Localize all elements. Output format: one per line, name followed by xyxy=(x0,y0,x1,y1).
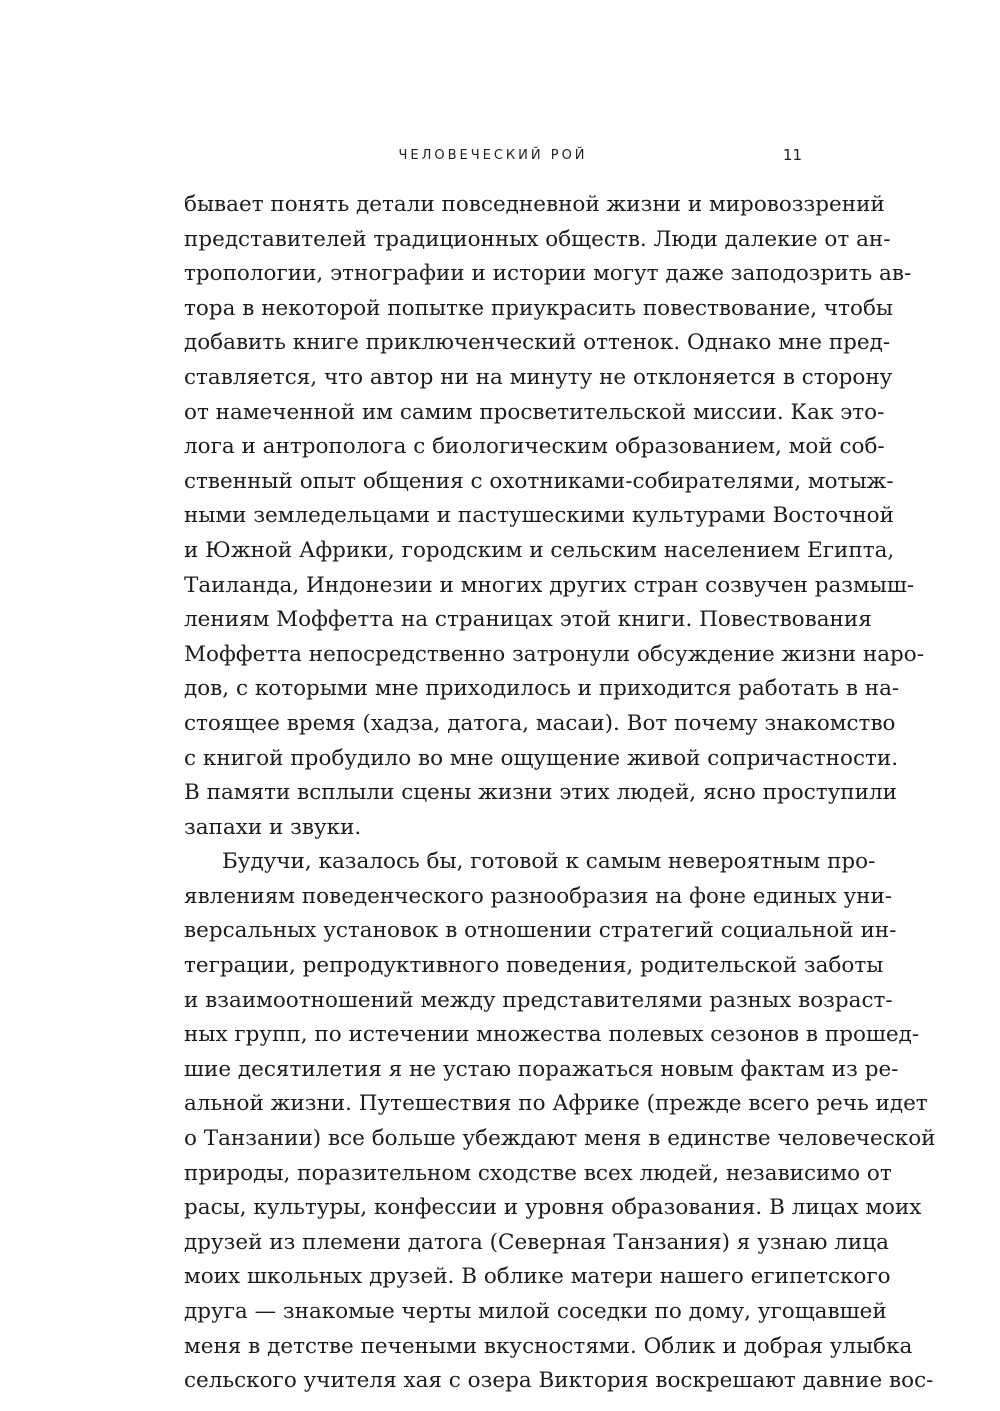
text-line: Моффетта непосредственно затронули обсуждение жизни наро- xyxy=(184,641,925,667)
text-line: природы, поразительном сходстве всех людей, независимо от xyxy=(184,1160,892,1186)
text-line: дов, с которыми мне приходилось и приходится работать в на- xyxy=(184,676,900,702)
paragraphs xyxy=(184,188,936,1399)
running-header xyxy=(184,144,802,168)
body-text xyxy=(184,188,936,1399)
text-line: лога и антрополога с биологическим образованием, мой соб- xyxy=(184,434,885,460)
text-line: друга — знакомые черты милой соседки по дому, угощавшей xyxy=(184,1299,887,1324)
text-line: о Танзании) все больше убеждают меня в единстве человеческой xyxy=(184,1126,936,1152)
text-line: В памяти всплыли сцены жизни этих людей, ясно проступили xyxy=(184,780,897,806)
text-line: ставляется, что автор ни на минуту не отклоняется в сторону xyxy=(184,364,893,390)
running-title: ЧЕЛОВЕЧЕСКИЙ РОЙ xyxy=(398,148,588,163)
text-line: сельского учителя хая с озера Виктория воскрешают давние вос- xyxy=(184,1368,934,1394)
paragraph xyxy=(184,188,925,845)
text-line: версальных установок в отношении стратегий социальной ин- xyxy=(184,918,897,944)
text-line: ными земледельцами и пастушескими культурами Восточной xyxy=(184,503,894,529)
text-line: Будучи, казалось бы, готовой к самым невероятным про- xyxy=(222,849,876,875)
text-line: тропологии, этнографии и истории могут даже заподозрить ав- xyxy=(184,261,912,287)
text-line: ных групп, по истечении множества полевых сезонов в прошед- xyxy=(184,1022,920,1048)
text-line: стоящее время (хадза, датога, масаи). Вот почему знакомство xyxy=(184,710,896,736)
text-line: с книгой пробудило во мне ощущение живой сопричастности. xyxy=(184,745,899,771)
text-line: добавить книге приключенческий оттенок. Однако мне пред- xyxy=(184,330,891,356)
paragraph xyxy=(184,845,936,1399)
text-line: друзей из племени датога (Северная Танзания) я узнаю лица xyxy=(184,1229,889,1255)
page-number: 11 xyxy=(782,146,802,164)
text-line: альной жизни. Путешествия по Африке (прежде всего речь идет xyxy=(184,1091,928,1117)
text-line: и Южной Африки, городским и сельским населением Египта, xyxy=(184,537,895,563)
text-line: ственный опыт общения с охотниками-собирателями, мотыж- xyxy=(184,468,894,494)
text-line: меня в детстве печеными вкусностями. Облик и добрая улыбка xyxy=(184,1333,913,1359)
text-line: лениям Моффетта на страницах этой книги. Повествования xyxy=(184,607,872,633)
text-line: и взаимоотношений между представителями разных возраст- xyxy=(184,987,893,1013)
text-line: расы, культуры, конфессии и уровня образования. В лицах моих xyxy=(184,1195,922,1221)
text-line: тора в некоторой попытке приукрасить повествование, чтобы xyxy=(184,295,894,321)
text-line: Таиланда, Индонезии и многих других стран созвучен размыш- xyxy=(184,572,915,598)
text-line: запахи и звуки. xyxy=(184,814,362,840)
text-line: от намеченной им самим просветительской миссии. Как это- xyxy=(184,399,885,425)
text-line: теграции, репродуктивного поведения, родительской заботы xyxy=(184,953,884,979)
text-line: бывает понять детали повседневной жизни и мировоззрений xyxy=(184,192,885,217)
text-line: моих школьных друзей. В облике матери нашего египетского xyxy=(184,1264,891,1290)
text-line: шие десятилетия я не устаю поражаться новым фактам из ре- xyxy=(184,1056,899,1082)
text-line: представителей традиционных обществ. Люди далекие от ан- xyxy=(184,226,891,252)
text-line: явлениям поведенческого разнообразия на фоне единых уни- xyxy=(184,883,893,909)
